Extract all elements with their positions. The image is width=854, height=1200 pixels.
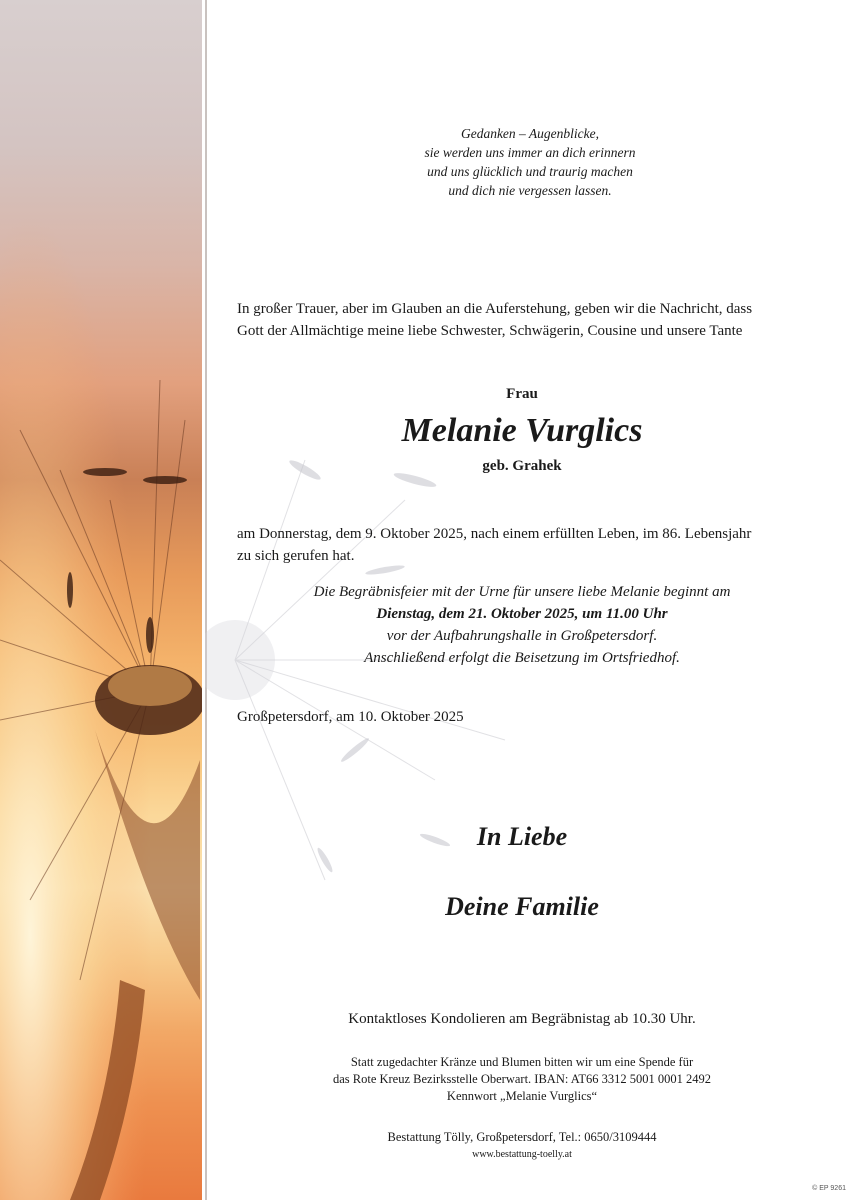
announcement-line: In großer Trauer, aber im Glauben an die Auferstehung, geben wir die Nachricht, dass: [237, 301, 753, 317]
funeral-line: Die Begräbnisfeier mit der Urne für unsere liebe Melanie beginnt am: [313, 584, 731, 600]
donation-line: Kennwort „Melanie Vurglics“: [446, 1089, 598, 1103]
dandelion-illustration: [0, 0, 202, 1200]
funeral-details: [237, 581, 807, 669]
condolence-note: Kontaktloses Kondolieren am Begräbnistag ab 10.30 Uhr.: [348, 1011, 696, 1027]
death-notice-line: am Donnerstag, dem 9. Oktober 2025, nach einem erfüllten Leben, im 86. Lebensjahr: [237, 526, 752, 542]
undertaker-line: Bestattung Tölly, Großpetersdorf, Tel.: 0650/3109444: [387, 1130, 657, 1144]
divider-line: [205, 0, 207, 1200]
undertaker-website: www.bestattung-toelly.at: [472, 1149, 572, 1160]
deceased-name: Melanie Vurglics: [401, 412, 643, 449]
closing-in-liebe: In Liebe: [476, 822, 568, 851]
funeral-location: vor der Aufbahrungshalle in Großpetersdorf.: [386, 628, 658, 644]
announcement-text: [237, 298, 817, 342]
place-date: Großpetersdorf, am 10. Oktober 2025: [237, 709, 464, 725]
deceased-birth-name: geb. Grahek: [482, 458, 562, 474]
funeral-date-time: Dienstag, dem 21. Oktober 2025, um 11.00 Uhr: [376, 606, 668, 622]
closing-family: Deine Familie: [445, 892, 599, 921]
death-notice: [237, 523, 817, 567]
memorial-poem: [330, 124, 730, 200]
donation-line: das Rote Kreuz Bezirksstelle Oberwart. IBAN: AT66 3312 5001 0001 2492: [332, 1072, 712, 1086]
poem-line: und uns glücklich und traurig machen: [427, 164, 633, 179]
donation-line: Statt zugedachter Kränze und Blumen bitten wir um eine Spende für: [350, 1055, 694, 1069]
funeral-burial: Anschließend erfolgt die Beisetzung im Ortsfriedhof.: [364, 650, 680, 666]
deceased-title: Frau: [506, 386, 538, 402]
dandelion-photo: [0, 0, 202, 1200]
poem-line: und dich nie vergessen lassen.: [448, 183, 612, 198]
donation-note: [237, 1054, 807, 1105]
announcement-line: Gott der Allmächtige meine liebe Schwester, Schwägerin, Cousine und unsere Tante: [237, 323, 743, 339]
print-code: © EP 9261: [812, 1185, 846, 1192]
poem-line: Gedanken – Augenblicke,: [460, 126, 600, 141]
poem-line: sie werden uns immer an dich erinnern: [424, 145, 636, 160]
death-notice-line: zu sich gerufen hat.: [237, 548, 355, 564]
undertaker-info: [237, 1129, 807, 1163]
